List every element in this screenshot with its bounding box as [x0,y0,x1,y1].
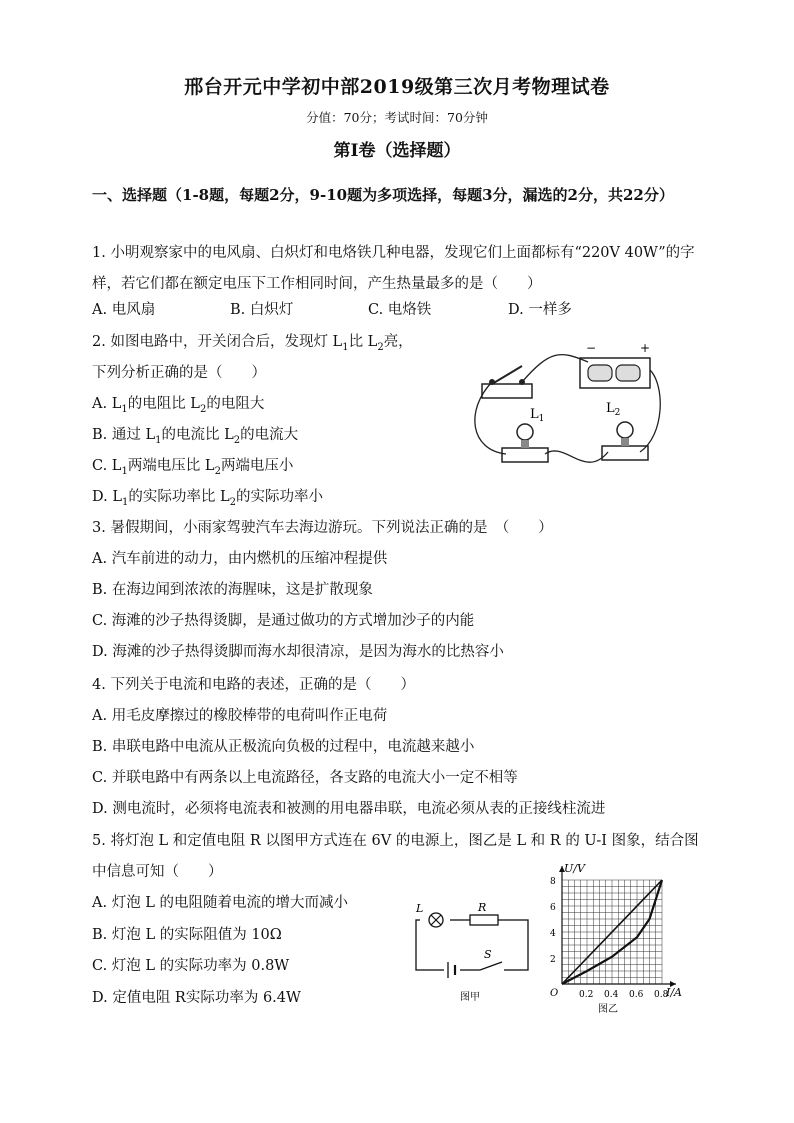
x-tick-label: 0.8 [654,990,669,1000]
wire-l2-l1 [545,451,608,462]
q3-option-d: D. 海滩的沙子热得烫脚而海水却很清凉，是因为海水的比热容小 [92,644,504,660]
bulb-l1-glass [517,424,533,440]
q4-option-c: C. 并联电路中有两条以上电流路径，各支路的电流大小一定不相等 [92,770,518,786]
q1-option-d: D. 一样多 [508,302,572,318]
circuit-loop [416,920,528,970]
bulb-l2-label: $L_2$ [606,401,621,418]
bulb-l2-socket [621,438,629,446]
q5-figure-a-circuit [408,900,538,1010]
q5-option-b: B. 灯泡 L 的实际阻值为 10Ω [92,927,282,943]
wire-switch-battery [522,355,588,382]
bulb-l1-base [502,448,548,462]
q5-stem: 5. 将灯泡 L 和定值电阻 R 以图甲方式连在 6V 的电源上，图乙是 L 和 R 的 U-I 图象，结合图中信息可知（ ） [92,833,699,880]
q3-option-b: B. 在海边闻到浓浓的海腥味，这是扩散现象 [92,582,373,598]
q1-option-a: A. 电风扇 [92,302,156,318]
q5-option-c: C. 灯泡 L 的实际功率为 0.8W [92,958,290,974]
q4-option-b: B. 串联电路中电流从正极流向负极的过程中，电流越来越小 [92,739,475,755]
volume-heading: 第Ⅰ卷（选择题） [333,141,461,161]
switch-label: S [484,948,492,961]
q1-option-c: C. 电烙铁 [368,302,432,318]
switch-gap [480,966,504,974]
q4-stem: 4. 下列关于电流和电路的表述，正确的是（ ） [92,677,415,693]
resistor-label: R [478,901,487,914]
y-tick-label: 2 [550,955,556,965]
lamp-label: L [416,902,424,915]
q5-option-a: A. 灯泡 L 的电阻随着电流的增大而减小 [92,895,349,911]
q4-option-a: A. 用毛皮摩擦过的橡胶棒带的电荷叫作正电荷 [92,708,388,724]
origin-label: O [550,988,559,999]
battery-gap [444,962,460,978]
q2-option-b: B. 通过 $L_1$的电流比 $L_2$的电流大 [92,427,299,446]
q2-stem: 2. 如图电路中，开关闭合后，发现灯 $L_1$比 $L_2$亮， [92,334,413,353]
exam-title: 邢台开元中学初中部2019级第三次月考物理试卷 [184,76,610,98]
q5-figure-b-ui-graph [532,862,692,1020]
figure-a-caption: 图甲 [460,992,480,1003]
x-tick-label: 0.4 [604,990,619,1000]
q1-options [92,300,572,320]
switch-lever [492,366,522,384]
battery-minus-label: − [586,341,597,355]
x-tick-label: 0.2 [579,990,594,1000]
q1-stem: 1. 小明观察家中的电风扇、白炽灯和电烙铁几种电器，发现它们上面都标有“220V 40W”的字样，若它们都在额定电压下工作相同时间，产生热量最多的是（ ） [92,245,695,292]
bulb-l2-base [602,446,648,460]
q2-option-d: D. $L_1$的实际功率比 $L_2$的实际功率小 [92,489,323,508]
y-tick-label: 6 [550,903,556,913]
bulb-l2-glass [617,422,633,438]
q3-stem: 3. 暑假期间，小雨家驾驶汽车去海边游玩。下列说法正确的是 （ ） [92,520,553,536]
x-tick-label: 0.6 [629,990,644,1000]
y-axis-label: U/V [564,862,585,875]
x-axis-label: I/A [666,986,682,999]
battery-cell-1 [588,365,612,381]
switch-base [482,384,532,398]
section-heading: 一、选择题（1-8题，每题2分，9-10题为多项选择，每题3分，漏选的2分，共22分） [92,186,674,204]
q2-circuit-figure [460,340,670,490]
q4-option-d: D. 测电流时，必须将电流表和被测的用电器串联，电流必须从表的正接线柱流进 [92,801,606,817]
bulb-l1-socket [521,440,529,448]
q5-option-d: D. 定值电阻 R实际功率为 6.4W [92,990,301,1006]
exam-subtitle: 分值：70分；考试时间：70分钟 [306,110,488,125]
q2-option-c: C. $L_1$两端电压比 $L_2$两端电压小 [92,458,294,477]
resistor-symbol [470,915,498,925]
battery-cell-2 [616,365,640,381]
figure-b-caption: 图乙 [598,1004,618,1015]
bulb-l1-label: $L_1$ [530,407,545,424]
y-tick-label: 8 [550,877,556,887]
q3-option-c: C. 海滩的沙子热得烫脚，是通过做功的方式增加沙子的内能 [92,613,475,629]
q2-stem-line2: 下列分析正确的是（ ） [92,365,266,381]
q3-option-a: A. 汽车前进的动力，由内燃机的压缩冲程提供 [92,551,388,567]
battery-plus-label: + [640,341,651,355]
q1-option-b: B. 白炽灯 [230,302,294,318]
y-tick-label: 4 [550,929,556,939]
q2-option-a: A. $L_1$的电阻比 $L_2$的电阻大 [92,396,265,415]
